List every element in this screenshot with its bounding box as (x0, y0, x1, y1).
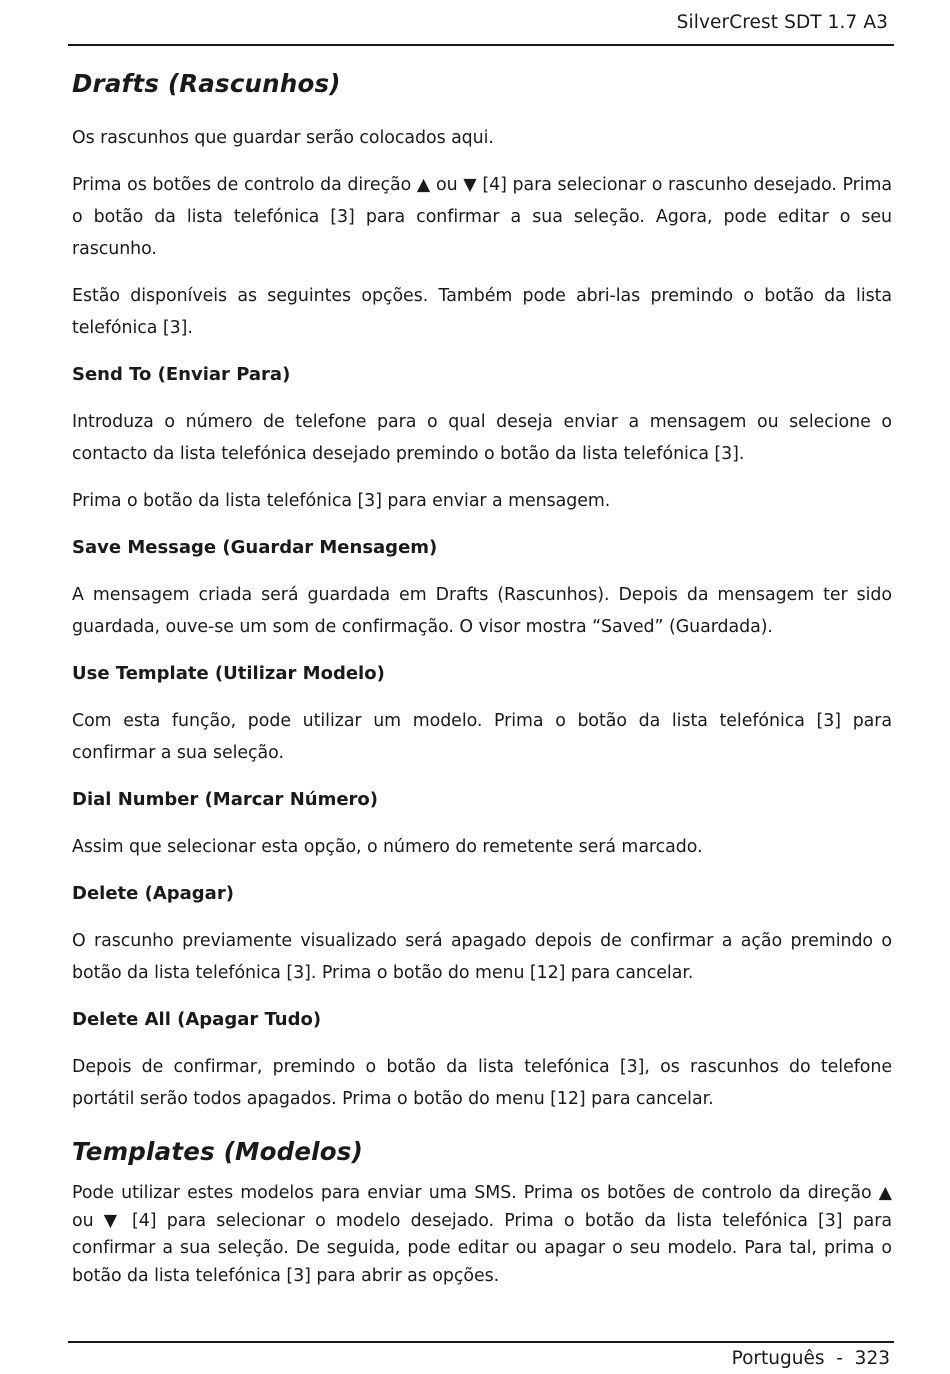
delete-paragraph-1: O rascunho previamente visualizado será apagado depois de confirmar a ação premindo o botão da lista telefónica [3]. Prima o botão do menu [12] para cancelar. (72, 931, 892, 983)
use-template-paragraph-1: Com esta função, pode utilizar um modelo. Prima o botão da lista telefónica [3] para confirmar a sua seleção. (72, 711, 892, 763)
page-footer-number: Português - 323 (731, 1348, 890, 1369)
send-to-paragraph-2: Prima o botão da lista telefónica [3] para enviar a mensagem. (72, 491, 611, 511)
drafts-paragraph-1: Os rascunhos que guardar serão colocados aqui. (72, 128, 494, 148)
page-header-product: SilverCrest SDT 1.7 A3 (676, 12, 888, 33)
drafts-paragraph-2: Prima os botões de controlo da direção ▲ ou ▼ [4] para selecionar o rascunho desejado. Prima o botão da lista telefónica [3] para confirmar a sua seleção. Agora, pode editar o seu rascunho. (72, 175, 892, 259)
subsection-title-delete-all: Delete All (Apagar Tudo) (72, 1009, 322, 1030)
section-title-drafts: Drafts (Rascunhos) (72, 69, 341, 98)
section-title-templates: Templates (Modelos) (72, 1137, 363, 1166)
subsection-title-send-to: Send To (Enviar Para) (72, 364, 291, 385)
templates-paragraph-1: Pode utilizar estes modelos para enviar uma SMS. Prima os botões de controlo da direção ▲ ou ▼ [4] para selecionar o modelo desejado. Prima o botão da lista telefónica [3] para confirmar a sua seleção. De seguida, pode editar ou apagar o seu modelo. Para tal, prima o botão da lista telefónica [3] para abrir as opções. (72, 1183, 892, 1286)
delete-all-paragraph-1: Depois de confirmar, premindo o botão da lista telefónica [3], os rascunhos do telefone portátil serão todos apagados. Prima o botão do menu [12] para cancelar. (72, 1057, 892, 1109)
subsection-title-dial-number: Dial Number (Marcar Número) (72, 789, 378, 810)
subsection-title-use-template: Use Template (Utilizar Modelo) (72, 663, 385, 684)
page-content (72, 66, 892, 1290)
dial-number-paragraph-1: Assim que selecionar esta opção, o número do remetente será marcado. (72, 837, 703, 857)
subsection-title-save-message: Save Message (Guardar Mensagem) (72, 537, 438, 558)
subsection-title-delete: Delete (Apagar) (72, 883, 234, 904)
header-rule (68, 44, 894, 46)
save-message-paragraph-1: A mensagem criada será guardada em Drafts (Rascunhos). Depois da mensagem ter sido guardada, ouve-se um som de confirmação. O visor mostra “Saved” (Guardada). (72, 585, 892, 637)
drafts-paragraph-3: Estão disponíveis as seguintes opções. Também pode abri-las premindo o botão da lista telefónica [3]. (72, 286, 892, 338)
send-to-paragraph-1: Introduza o número de telefone para o qual deseja enviar a mensagem ou selecione o contacto da lista telefónica desejado premindo o botão da lista telefónica [3]. (72, 412, 892, 464)
footer-rule (68, 1341, 894, 1343)
